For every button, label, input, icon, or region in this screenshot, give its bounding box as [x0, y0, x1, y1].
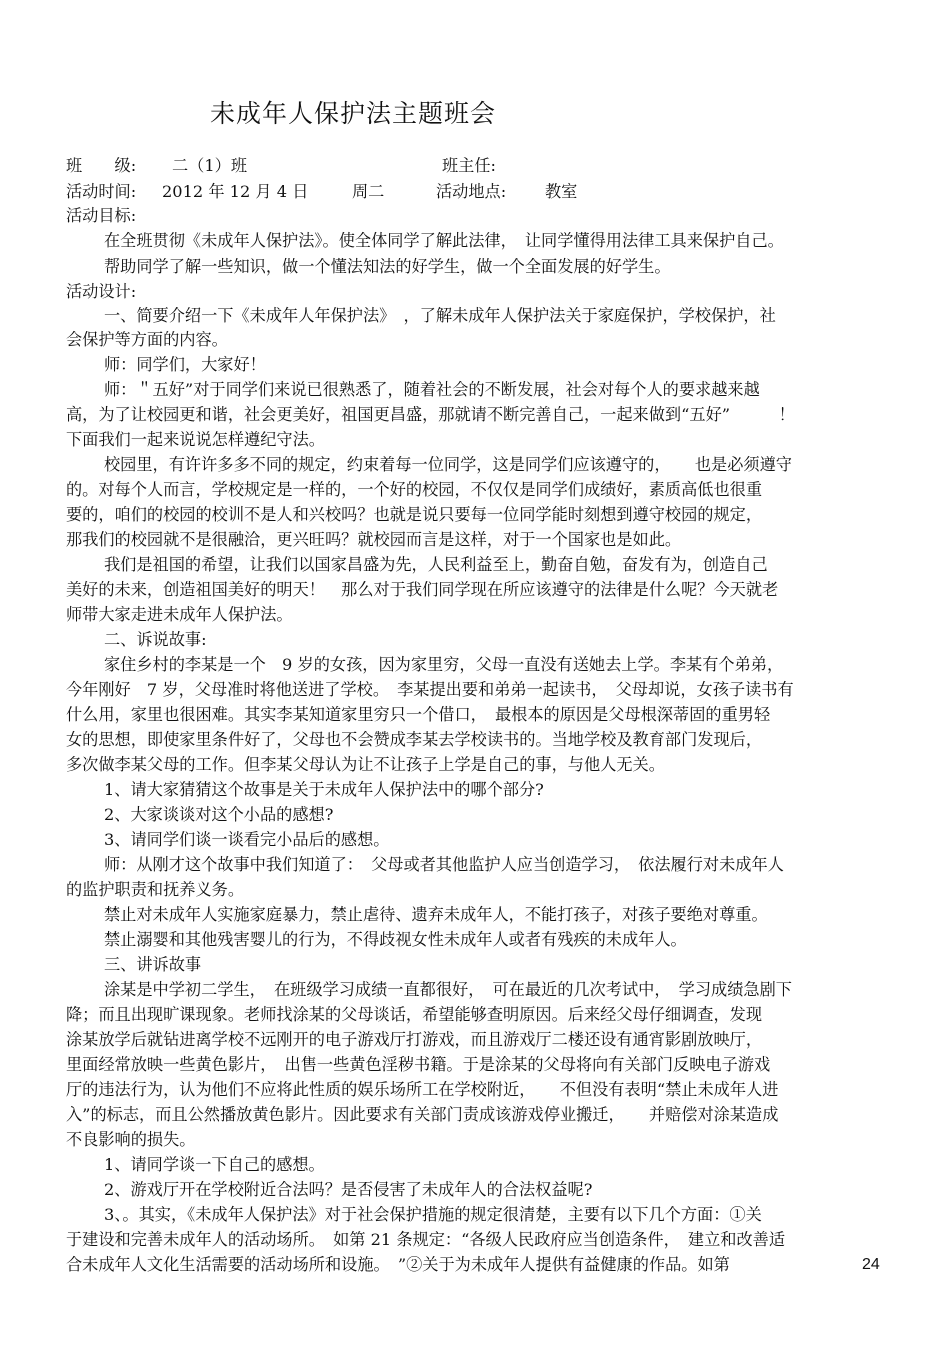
text-line: 里面经常放映一些黄色影片， 出售一些黄色淫秽书籍。于是涂某的父母将向有关部门反映电子游戏 — [66, 1055, 771, 1074]
list-item: 3、请同学们谈一谈看完小品后的感想。 — [104, 830, 390, 849]
text-line: 师：同学们，大家好！ — [104, 355, 266, 374]
document-title: 未成年人保护法主题班会 — [210, 99, 497, 128]
text-line: 师：从刚才这个故事中我们知道了： 父母或者其他监护人应当创造学习， 依法履行对未成年人 — [104, 855, 784, 874]
time-label: 活动时间: — [66, 182, 137, 201]
text-line: 在全班贯彻《未成年人保护法》。使全体同学了解此法律， 让同学懂得用法律工具来保护自己。 — [104, 231, 784, 250]
list-item: 1、请同学谈一下自己的感想。 — [104, 1155, 325, 1174]
text-line: 禁止对未成年人实施家庭暴力，禁止虐待、遗弃未成年人，不能打孩子，对孩子要绝对尊重。 — [104, 905, 768, 924]
text-line: 我们是祖国的希望，让我们以国家昌盛为先，人民利益至上，勤奋自勉，奋发有为，创造自己 — [104, 555, 768, 574]
text-line: 的。对每个人而言，学校规定是一样的，一个好的校园，不仅仅是同学们成绩好，素质高低也很重 — [66, 480, 763, 499]
text-line: 厅的违法行为，认为他们不应将此性质的娱乐场所工在学校附近， 不但没有表明“禁止未成年人进 — [66, 1080, 779, 1099]
text-line: 今年刚好 7 岁，父母准时将他送进了学校。 李某提出要和弟弟一起读书， 父母却说，女孩子读书有 — [66, 680, 794, 699]
text-line: 于建设和完善未成年人的活动场所。 如第 21 条规定：“各级人民政府应当创造条件， 建立和改善适 — [66, 1230, 786, 1249]
text-line: 美好的未来，创造祖国美好的明天！ 那么对于我们同学现在所应该遵守的法律是什么呢？今天就老 — [66, 580, 779, 599]
section-heading: 活动目标: — [66, 206, 137, 225]
text-line: 不良影响的损失。 — [66, 1130, 196, 1149]
page-number: 24 — [862, 1256, 880, 1273]
text-line: 一、简要介绍一下《未成年人年保护法》 ，了解未成年人保护法关于家庭保护，学校保护，社 — [104, 306, 776, 325]
section-heading: 三、讲诉故事 — [104, 955, 202, 974]
text-line: 会保护等方面的内容。 — [66, 330, 228, 349]
list-item: 3、。其实，《未成年人保护法》对于社会保护措施的规定很清楚，主要有以下几个方面：①关 — [104, 1205, 762, 1224]
list-item: 2、大家谈谈对这个小品的感想? — [104, 805, 334, 824]
text-line: 要的，咱们的校园的校训不是人和兴校吗？也就是说只要每一位同学能时刻想到遵守校园的规定， — [66, 505, 763, 524]
text-line: 降；而且出现旷课现象。老师找涂某的父母谈话，希望能够查明原因。后来经父母仔细调查，发现 — [66, 1005, 763, 1024]
text-line: 多次做李某父母的工作。但李某父母认为让不让孩子上学是自己的事，与他人无关。 — [66, 755, 665, 774]
section-heading: 活动设计: — [66, 282, 137, 301]
text-line: 什么用，家里也很困难。其实李某知道家里穷只一个借口， 最根本的原因是父母根深蒂固的重男轻 — [66, 705, 771, 724]
time-value: 2012 年 12 月 4 日 — [162, 182, 309, 201]
class-value: 二（1）班 — [172, 156, 248, 175]
list-item: 1、请大家猜猜这个故事是关于未成年人保护法中的哪个部分? — [104, 780, 544, 799]
text-line: 的监护职责和抚养义务。 — [66, 880, 245, 899]
section-heading: 二、诉说故事: — [104, 630, 207, 649]
weekday: 周二 — [352, 182, 385, 201]
place-label: 活动地点: — [436, 182, 507, 201]
text-line: 那我们的校园就不是很融洽，更兴旺吗？就校园而言是这样，对于一个国家也是如此。 — [66, 530, 682, 549]
text-line: 家住乡村的李某是一个 9 岁的女孩，因为家里穷，父母一直没有送她去上学。李某有个弟弟， — [104, 655, 784, 674]
text-line: 下面我们一起来说说怎样遵纪守法。 — [66, 430, 325, 449]
text-line: 涂某放学后就钻进离学校不远刚开的电子游戏厅打游戏，而且游戏厅二楼还设有通宵影剧放映厅， — [66, 1030, 763, 1049]
place-value: 教室 — [545, 182, 578, 201]
teacher-label: 班主任: — [442, 156, 497, 175]
text-line: 校园里，有许许多多不同的规定，约束着每一位同学，这是同学们应该遵守的， 也是必须遵守 — [104, 455, 792, 474]
text-line: 涂某是中学初二学生， 在班级学习成绩一直都很好， 可在最近的几次考试中， 学习成绩急剧下 — [104, 980, 792, 999]
class-label: 班 级: — [66, 156, 137, 175]
text-line: 禁止溺婴和其他残害婴儿的行为，不得歧视女性未成年人或者有残疾的未成年人。 — [104, 930, 687, 949]
text-line: 高，为了让校园更和谐，社会更美好，祖国更昌盛，那就请不断完善自己，一起来做到“五好” ！ — [66, 405, 795, 424]
text-line: 合未成年人文化生活需要的活动场所和设施。 ”②关于为未成年人提供有益健康的作品。如第 — [66, 1255, 730, 1274]
text-line: 师：＂五好”对于同学们来说已很熟悉了，随着社会的不断发展，社会对每个人的要求越来越 — [104, 380, 760, 399]
text-line: 师带大家走进未成年人保护法。 — [66, 605, 293, 624]
text-line: 入”的标志，而且公然播放黄色影片。因此要求有关部门责成该游戏停业搬迁， 并赔偿对涂某造成 — [66, 1105, 779, 1124]
text-line: 帮助同学了解一些知识，做一个懂法知法的好学生，做一个全面发展的好学生。 — [104, 257, 671, 276]
list-item: 2、游戏厅开在学校附近合法吗？是否侵害了未成年人的合法权益呢? — [104, 1180, 593, 1199]
text-line: 女的思想，即使家里条件好了，父母也不会赞成李某去学校读书的。当地学校及教育部门发现后， — [66, 730, 763, 749]
